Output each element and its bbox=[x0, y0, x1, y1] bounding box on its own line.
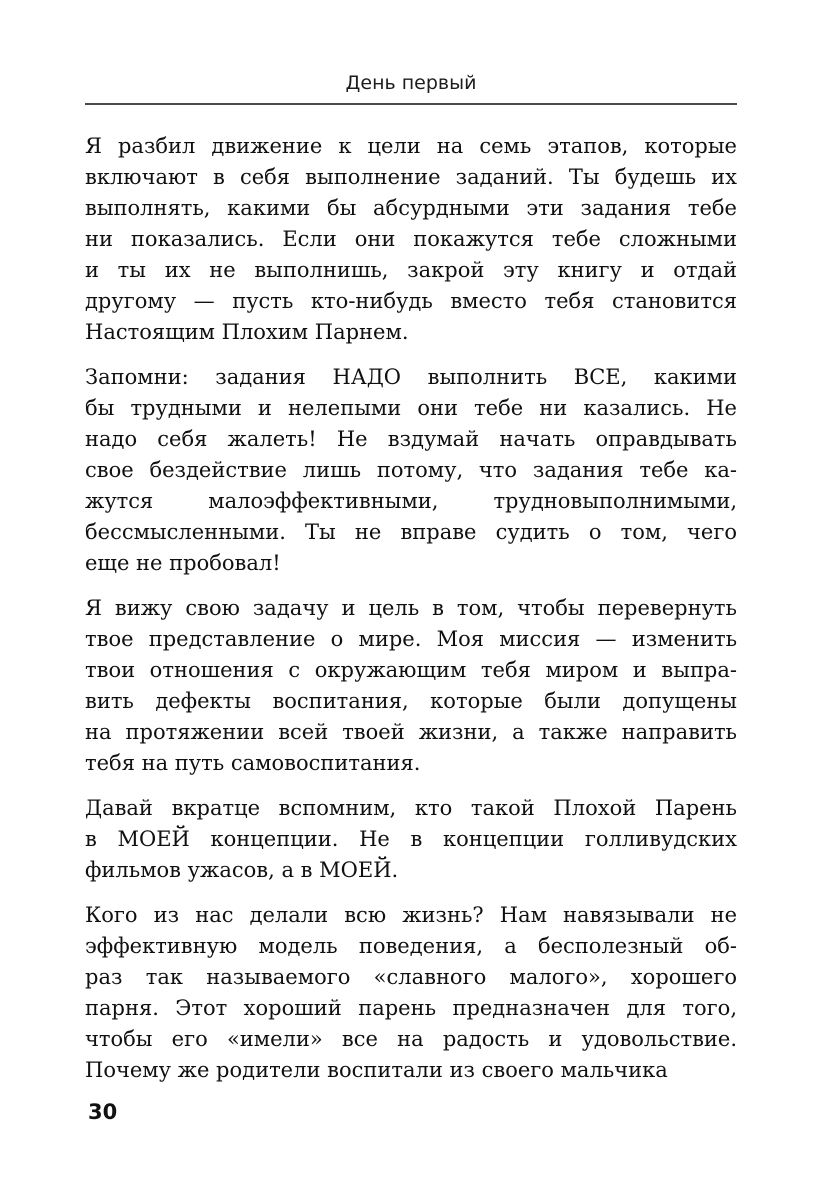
text-line: Настоящим Плохим Парнем. bbox=[85, 320, 409, 344]
text-line: вить дефекты воспитания, которые были допущены bbox=[85, 689, 737, 713]
text-line: другому — пусть кто-нибудь вместо тебя становится bbox=[85, 289, 737, 313]
page-number: 30 bbox=[88, 1100, 118, 1124]
text-line: парня. Этот хороший парень предназначен для того, bbox=[85, 996, 737, 1020]
text-line: тебя на путь самовоспитания. bbox=[85, 751, 421, 775]
text-line: Запомни: задания НАДО выполнить ВСЕ, какими bbox=[85, 365, 737, 389]
body-text bbox=[85, 131, 737, 1100]
text-line: Кого из нас делали всю жизнь? Нам навязывали не bbox=[85, 903, 737, 927]
text-line: надо себя жалеть! Не вздумай начать оправдывать bbox=[85, 427, 737, 451]
text-line: Я разбил движение к цели на семь этапов, которые bbox=[85, 134, 737, 158]
text-line: и ты их не выполнишь, закрой эту книгу и отдай bbox=[85, 258, 737, 282]
text-line: фильмов ужасов, а в МОЕЙ. bbox=[85, 858, 399, 882]
text-line: эффективную модель поведения, а бесполезный об- bbox=[85, 934, 737, 958]
running-header: День первый bbox=[345, 72, 477, 94]
text-line: бы трудными и нелепыми они тебе ни казались. Не bbox=[85, 396, 737, 420]
text-line: выполнять, какими бы абсурдными эти задания тебе bbox=[85, 196, 737, 220]
text-line: ни показались. Если они покажутся тебе сложными bbox=[85, 227, 737, 251]
paragraph bbox=[85, 793, 737, 886]
header-rule bbox=[85, 103, 737, 105]
text-line: твои отношения с окружающим тебя миром и выпра- bbox=[85, 658, 737, 682]
text-line: еще не пробовал! bbox=[85, 551, 281, 575]
text-line: Я вижу свою задачу и цель в том, чтобы перевернуть bbox=[85, 596, 737, 620]
paragraph bbox=[85, 593, 737, 779]
text-line: твое представление о мире. Моя миссия — изменить bbox=[85, 627, 737, 651]
text-line: бессмысленными. Ты не вправе судить о том, чего bbox=[85, 520, 737, 544]
text-line: свое бездействие лишь потому, что задания тебе ка- bbox=[85, 458, 737, 482]
text-line: раз так называемого «славного малого», хорошего bbox=[85, 965, 737, 989]
text-line: на протяжении всей твоей жизни, а также направить bbox=[85, 720, 737, 744]
text-line: в МОЕЙ концепции. Не в концепции голливудских bbox=[85, 827, 737, 851]
text-line: Почему же родители воспитали из своего мальчика bbox=[85, 1058, 668, 1082]
text-line: включают в себя выполнение заданий. Ты будешь их bbox=[85, 165, 737, 189]
text-line: чтобы его «имели» все на радость и удовольствие. bbox=[85, 1027, 737, 1051]
paragraph bbox=[85, 131, 737, 348]
paragraph bbox=[85, 900, 737, 1086]
paragraph bbox=[85, 362, 737, 579]
text-line: жутся малоэффективными, трудновыполнимыми, bbox=[85, 489, 737, 513]
text-line: Давай вкратце вспомним, кто такой Плохой Парень bbox=[85, 796, 737, 820]
